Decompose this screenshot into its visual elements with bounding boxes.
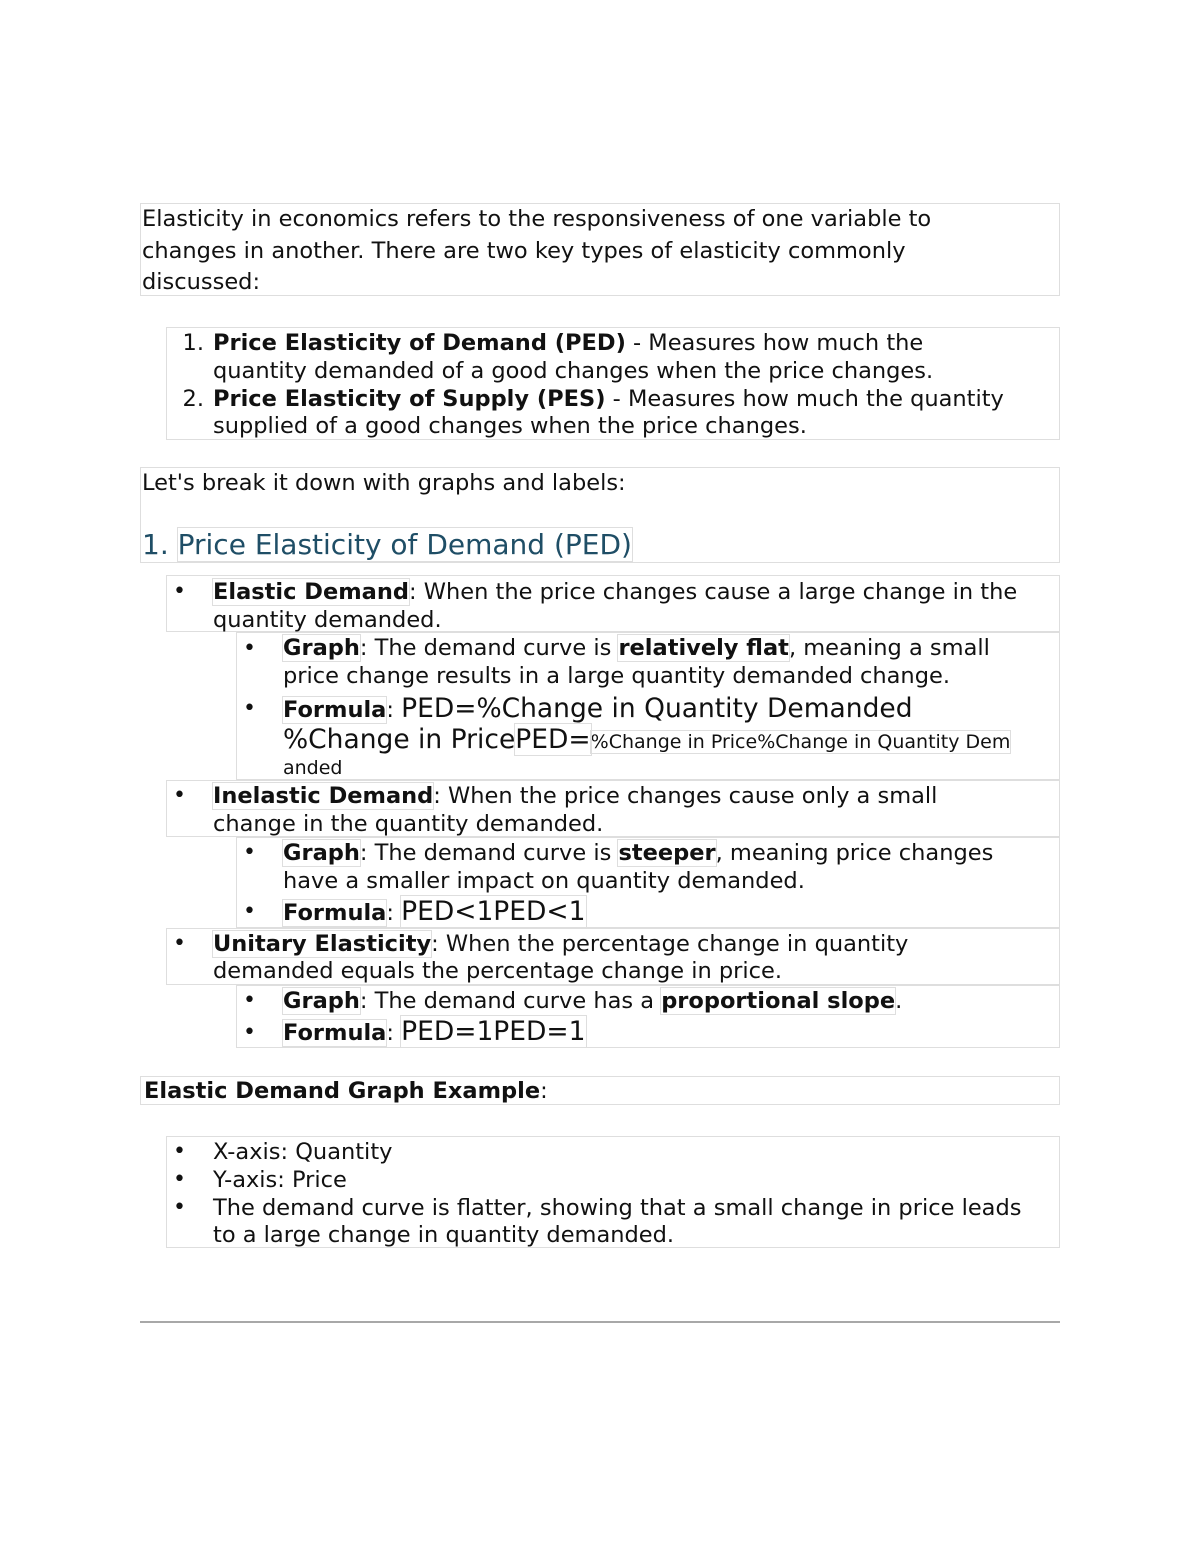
elastic-graph-line-2: price change results in a large quantity demanded change. bbox=[283, 663, 950, 689]
inelastic-graph-line-1 bbox=[283, 839, 993, 867]
formula-colon: : bbox=[386, 697, 402, 723]
graph-desc: : The demand curve has a bbox=[359, 988, 662, 1014]
formula-colon: : bbox=[386, 900, 402, 926]
breakdown-block bbox=[140, 467, 1060, 563]
graph-emphasis: proportional slope bbox=[661, 988, 896, 1014]
term-ped: Price Elasticity of Demand (PED) bbox=[213, 330, 626, 356]
example-list bbox=[166, 1136, 1060, 1248]
elastic-demand-line-1 bbox=[213, 578, 1017, 606]
term-pes-desc: - Measures how much the quantity bbox=[605, 386, 1004, 412]
formula-plain-text: %Change in Price%Change in Quantity Dem bbox=[590, 731, 1011, 753]
formula-numerator: PED=%Change in Quantity Demanded bbox=[401, 693, 913, 724]
breakdown-lead: Let's break it down with graphs and labels: bbox=[142, 470, 626, 496]
formula-denominator: %Change in Price bbox=[283, 724, 516, 755]
unitary-desc: : When the percentage change in quantity bbox=[431, 931, 909, 957]
unitary-line-2: demanded equals the percentage change in price. bbox=[213, 958, 783, 984]
example-heading-colon: : bbox=[540, 1078, 548, 1104]
bullet: • bbox=[173, 1139, 186, 1164]
elastic-sub-list bbox=[236, 632, 1060, 780]
bullet: • bbox=[243, 840, 256, 865]
bullet: • bbox=[173, 1195, 186, 1220]
section-heading bbox=[142, 527, 632, 563]
formula-ped: PED= bbox=[515, 724, 591, 755]
term-elastic-demand: Elastic Demand bbox=[213, 579, 409, 605]
inelastic-graph-line-2: have a smaller impact on quantity demanded. bbox=[283, 868, 805, 894]
bullet: • bbox=[173, 931, 186, 956]
graph-desc-end: , meaning price changes bbox=[715, 840, 994, 866]
formula-value: PED=1PED=1 bbox=[401, 1016, 586, 1047]
elastic-demand-desc: : When the price changes cause a large change in the bbox=[409, 579, 1018, 605]
list-item-line-2: to a large change in quantity demanded. bbox=[213, 1222, 675, 1248]
list-item bbox=[213, 385, 1004, 413]
list-item: Y-axis: Price bbox=[213, 1167, 347, 1193]
bullet: • bbox=[243, 636, 256, 661]
bullet: • bbox=[173, 783, 186, 808]
graph-desc: : The demand curve is bbox=[359, 840, 619, 866]
unitary-formula-line bbox=[283, 1016, 586, 1049]
elastic-demand-item bbox=[166, 575, 1060, 632]
unitary-elasticity-item bbox=[166, 928, 1060, 985]
intro-paragraph bbox=[140, 203, 1060, 296]
horizontal-divider bbox=[140, 1321, 1060, 1323]
elastic-formula-line-3: anded bbox=[283, 757, 343, 779]
list-number: 2. bbox=[182, 386, 204, 412]
list-item-line-2: quantity demanded of a good changes when the price changes. bbox=[213, 358, 934, 384]
inelastic-demand-item bbox=[166, 780, 1060, 837]
example-heading bbox=[144, 1077, 548, 1105]
inelastic-demand-desc: : When the price changes cause only a small bbox=[433, 783, 938, 809]
unitary-graph-line bbox=[283, 987, 902, 1015]
inelastic-sub-list bbox=[236, 837, 1060, 928]
inelastic-demand-line-1 bbox=[213, 782, 937, 810]
elastic-formula-line-2 bbox=[283, 724, 1010, 758]
graph-emphasis: steeper bbox=[618, 840, 716, 866]
term-inelastic-demand: Inelastic Demand bbox=[213, 783, 434, 809]
graph-label: Graph bbox=[283, 635, 360, 661]
intro-line-1: Elasticity in economics refers to the responsiveness of one variable to bbox=[142, 206, 932, 232]
heading-number: 1. bbox=[142, 528, 169, 561]
elastic-graph-line-1 bbox=[283, 634, 990, 662]
term-pes: Price Elasticity of Supply (PES) bbox=[213, 386, 606, 412]
bullet: • bbox=[243, 988, 256, 1013]
unitary-line-1 bbox=[213, 930, 908, 958]
elastic-formula-line-1 bbox=[283, 693, 913, 726]
bullet: • bbox=[243, 899, 256, 924]
graph-desc-end: . bbox=[895, 988, 903, 1014]
formula-value: PED<1PED<1 bbox=[401, 896, 586, 927]
formula-label: Formula bbox=[283, 697, 387, 723]
intro-line-2: changes in another. There are two key types of elasticity commonly bbox=[142, 238, 906, 264]
formula-label: Formula bbox=[283, 1020, 387, 1046]
graph-desc-end: , meaning a small bbox=[788, 635, 990, 661]
intro-line-3: discussed: bbox=[142, 269, 261, 295]
list-item: X-axis: Quantity bbox=[213, 1139, 393, 1165]
list-item-line-2: supplied of a good changes when the price changes. bbox=[213, 413, 807, 439]
example-heading-text: Elastic Demand Graph Example bbox=[144, 1078, 541, 1104]
term-ped-desc: - Measures how much the bbox=[625, 330, 924, 356]
formula-colon: : bbox=[386, 1020, 402, 1046]
unitary-sub-list bbox=[236, 985, 1060, 1048]
graph-emphasis: relatively flat bbox=[618, 635, 789, 661]
list-item: The demand curve is flatter, showing that a small change in price leads bbox=[213, 1195, 1022, 1221]
list-number: 1. bbox=[182, 330, 204, 356]
elastic-demand-line-2: quantity demanded. bbox=[213, 607, 442, 633]
types-list bbox=[166, 327, 1060, 440]
bullet: • bbox=[243, 696, 256, 721]
bullet: • bbox=[173, 1167, 186, 1192]
term-unitary-elasticity: Unitary Elasticity bbox=[213, 931, 432, 957]
graph-label: Graph bbox=[283, 988, 360, 1014]
formula-label: Formula bbox=[283, 900, 387, 926]
graph-desc: : The demand curve is bbox=[359, 635, 619, 661]
inelastic-formula-line bbox=[283, 896, 586, 929]
inelastic-demand-line-2: change in the quantity demanded. bbox=[213, 811, 604, 837]
bullet: • bbox=[243, 1020, 256, 1045]
heading-text: Price Elasticity of Demand (PED) bbox=[177, 528, 632, 561]
bullet: • bbox=[173, 579, 186, 604]
list-item bbox=[213, 329, 923, 357]
example-heading-block bbox=[140, 1076, 1060, 1105]
graph-label: Graph bbox=[283, 840, 360, 866]
